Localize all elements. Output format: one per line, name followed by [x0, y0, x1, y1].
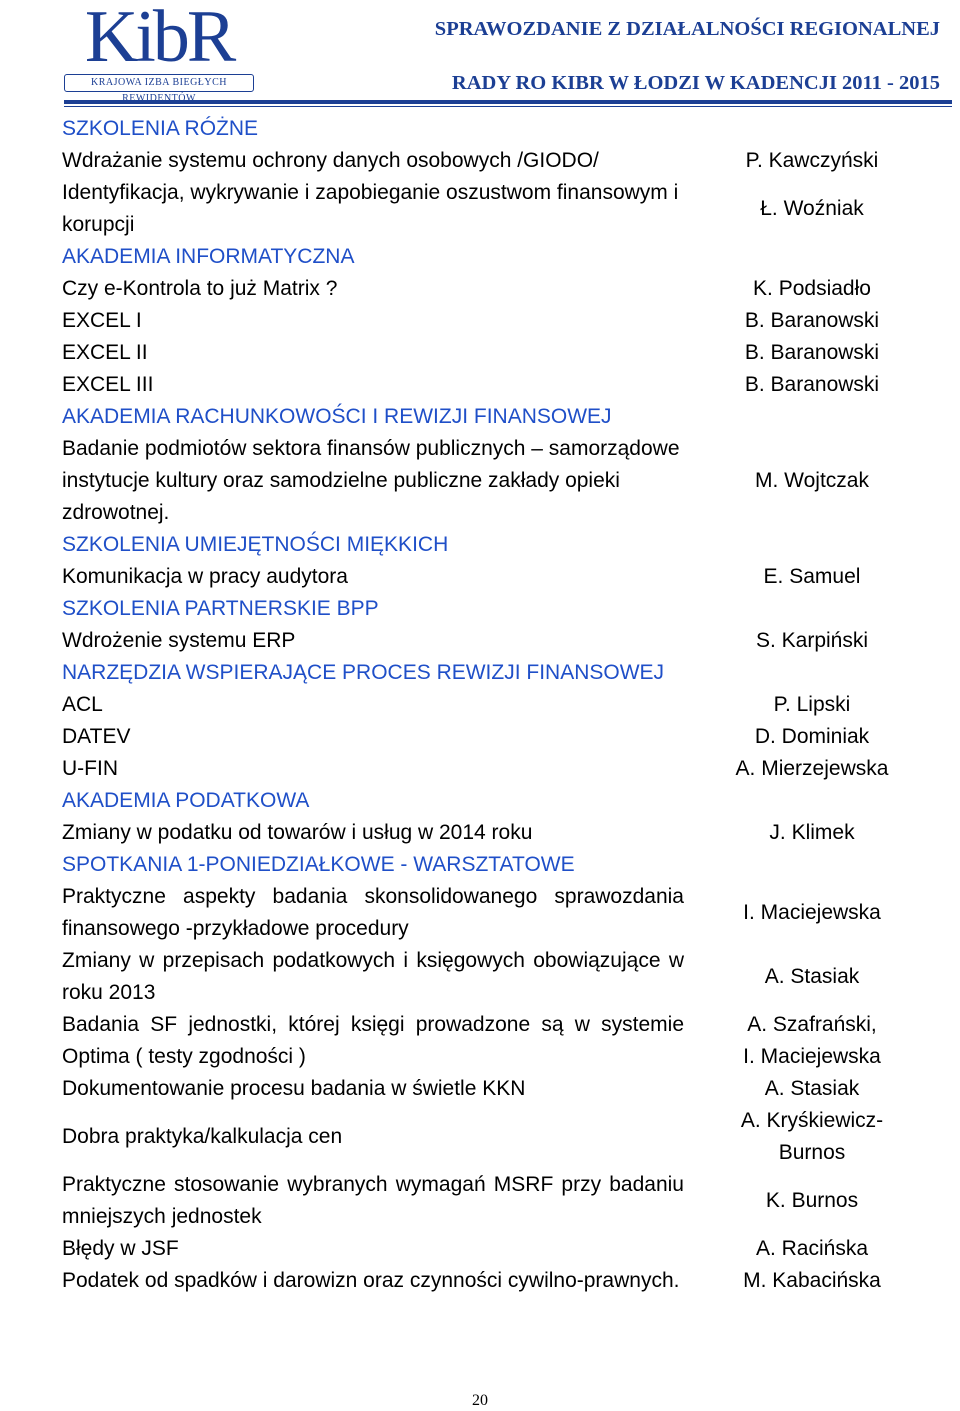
page-number: 20 — [472, 1392, 488, 1409]
lecturer-name: A. Mierzejewska — [735, 757, 889, 780]
list-item — [62, 433, 942, 529]
list-item — [62, 337, 942, 369]
lecturer-name: K. Podsiadło — [753, 277, 871, 300]
report-subtitle: RADY RO KIBR W ŁODZI W KADENCJI 2011 - 2015 — [451, 72, 940, 94]
header-divider — [64, 100, 952, 104]
report-title: SPRAWOZDANIE Z DZIAŁALNOŚCI REGIONALNEJ — [434, 18, 940, 40]
training-topic: Dokumentowanie procesu badania w świetle KKN — [62, 1077, 526, 1100]
section-heading: SZKOLENIA UMIEJĘTNOŚCI MIĘKKICH — [62, 533, 449, 556]
lecturer-name: B. Baranowski — [744, 341, 880, 364]
training-topic: Dobra praktyka/kalkulacja cen — [62, 1125, 343, 1148]
list-item — [62, 689, 942, 721]
lecturer-name: M. Wojtczak — [755, 469, 869, 492]
list-item — [62, 1233, 942, 1265]
section-heading: AKADEMIA RACHUNKOWOŚCI I REWIZJI FINANSOWEJ — [62, 405, 612, 428]
lecturer-name: I. Maciejewska — [743, 901, 881, 924]
training-topic: DATEV — [62, 725, 131, 748]
list-item — [62, 753, 942, 785]
logo-mark: KibR — [84, 0, 234, 78]
training-topic: Czy e-Kontrola to już Matrix ? — [62, 277, 338, 300]
list-item — [62, 273, 942, 305]
training-topic: ACL — [62, 693, 103, 716]
header-divider-thin — [64, 106, 952, 107]
training-topic: Zmiany w przepisach podatkowych i księgowych obowiązujące w roku 2013 — [62, 949, 684, 1004]
training-topic: Podatek od spadków i darowizn oraz czynności cywilno-prawnych. — [62, 1269, 680, 1292]
training-topic: Błędy w JSF — [62, 1237, 179, 1260]
list-item — [62, 369, 942, 401]
lecturer-name — [684, 1009, 940, 1073]
training-topic: Wdrażanie systemu ochrony danych osobowych /GIODO/ — [62, 149, 599, 172]
training-topic: Praktyczne stosowanie wybranych wymagań MSRF przy badaniu mniejszych jednostek — [62, 1173, 684, 1228]
lecturer-name: E. Samuel — [763, 565, 861, 588]
list-item — [62, 881, 942, 945]
training-topic: Praktyczne aspekty badania skonsolidowanego sprawozdania finansowego -przykładowe procedury — [62, 885, 684, 940]
section-heading: SZKOLENIA PARTNERSKIE BPP — [62, 597, 379, 620]
training-topic: Zmiany w podatku od towarów i usług w 2014 roku — [62, 821, 533, 844]
section-heading: NARZĘDZIA WSPIERAJĄCE PROCES REWIZJI FINANSOWEJ — [62, 661, 665, 684]
section-heading: AKADEMIA INFORMATYCZNA — [62, 245, 355, 268]
list-item — [62, 145, 942, 177]
lecturer-name — [684, 1105, 940, 1169]
list-item — [62, 1169, 942, 1233]
logo-subtitle: KRAJOWA IZBA BIEGŁYCH REWIDENTÓW — [64, 74, 254, 92]
lecturer-line: Burnos — [778, 1141, 846, 1164]
training-topic: Komunikacja w pracy audytora — [62, 565, 348, 588]
section-heading: SPOTKANIA 1-PONIEDZIAŁKOWE - WARSZTATOWE — [62, 853, 575, 876]
training-topic: Badanie podmiotów sektora finansów publicznych – samorządowe instytucje kultury oraz samodzielne publiczne zakłady opieki zdrowotnej. — [62, 437, 680, 524]
lecturer-line: A. Kryśkiewicz- — [740, 1109, 884, 1132]
lecturer-name: P. Lipski — [773, 693, 851, 716]
lecturer-name: K. Burnos — [765, 1189, 859, 1212]
lecturer-name: B. Baranowski — [744, 373, 880, 396]
page-header — [0, 0, 960, 110]
list-item — [62, 1009, 942, 1073]
training-topic: Badania SF jednostki, której księgi prowadzone są w systemie Optima ( testy zgodności ) — [62, 1013, 684, 1068]
training-topic: EXCEL III — [62, 373, 154, 396]
lecturer-line: A. Szafrański, — [747, 1013, 877, 1036]
kibr-logo — [64, 0, 254, 104]
list-item — [62, 1105, 942, 1169]
lecturer-name: P. Kawczyński — [745, 149, 879, 172]
lecturer-name: A. Stasiak — [764, 965, 860, 988]
list-item — [62, 177, 942, 241]
section-heading: AKADEMIA PODATKOWA — [62, 789, 310, 812]
lecturer-name: A. Stasiak — [764, 1077, 860, 1100]
lecturer-name: S. Karpiński — [755, 629, 869, 652]
section-heading: SZKOLENIA RÓŻNE — [62, 117, 259, 140]
lecturer-name: M. Kabacińska — [743, 1269, 881, 1292]
lecturer-name: A. Racińska — [755, 1237, 869, 1260]
lecturer-name: D. Dominiak — [754, 725, 870, 748]
lecturer-name: Ł. Woźniak — [760, 197, 864, 220]
list-item — [62, 1073, 942, 1105]
list-item — [62, 945, 942, 1009]
lecturer-name: J. Klimek — [769, 821, 855, 844]
list-item — [62, 305, 942, 337]
training-topic: Wdrożenie systemu ERP — [62, 629, 296, 652]
list-item — [62, 1265, 942, 1297]
list-item — [62, 625, 942, 657]
lecturer-line: I. Maciejewska — [743, 1045, 881, 1068]
training-topic: U-FIN — [62, 757, 118, 780]
list-item — [62, 721, 942, 753]
list-item — [62, 817, 942, 849]
training-topic: EXCEL II — [62, 341, 148, 364]
training-list — [62, 113, 942, 1297]
training-topic: EXCEL I — [62, 309, 142, 332]
training-topic: Identyfikacja, wykrywanie i zapobieganie oszustwom finansowym i korupcji — [62, 181, 679, 236]
list-item — [62, 561, 942, 593]
lecturer-name: B. Baranowski — [744, 309, 880, 332]
